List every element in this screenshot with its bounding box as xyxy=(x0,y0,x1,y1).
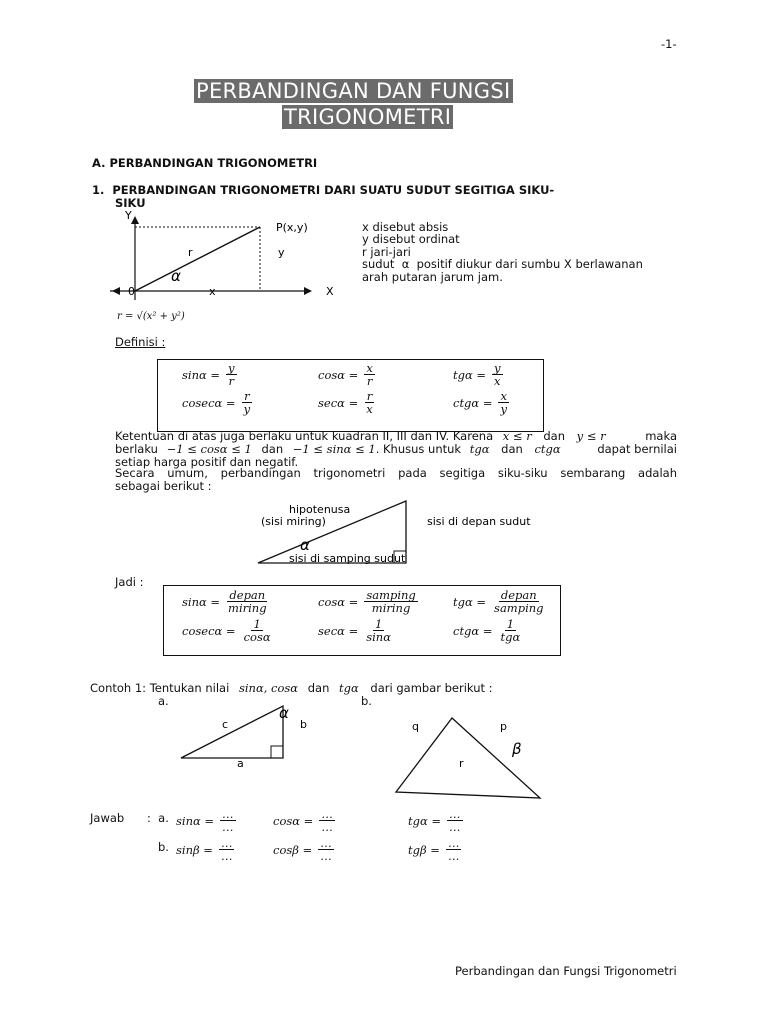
equation xyxy=(176,808,236,833)
numerator: … xyxy=(220,836,233,850)
numerator: samping xyxy=(366,588,416,602)
denominator: miring xyxy=(371,601,411,615)
equation xyxy=(453,589,546,614)
opposite-side-label: sisi di depan sudut xyxy=(427,515,531,528)
note-3: r jari-jari xyxy=(362,245,411,259)
answer-part-a: : a. xyxy=(147,811,169,825)
fraction xyxy=(364,390,375,415)
subsection-heading-line-2: SIKU xyxy=(115,196,146,210)
denominator: … xyxy=(320,849,332,863)
equation-lhs: tgα = xyxy=(408,813,442,828)
example-prompt xyxy=(90,682,493,695)
equation-lhs: cosecα = xyxy=(182,395,236,410)
equation-lhs: ctgα = xyxy=(453,395,493,410)
numerator: … xyxy=(449,807,461,821)
para-text: . Khusus untuk xyxy=(375,442,462,456)
r-label: r xyxy=(188,246,193,259)
fraction xyxy=(364,589,417,614)
equation xyxy=(318,362,375,387)
equation-lhs: secα = xyxy=(318,623,359,638)
fraction xyxy=(364,362,375,387)
numerator: … xyxy=(320,836,332,850)
fraction xyxy=(319,808,335,833)
numerator: 1 xyxy=(253,617,261,631)
radius-formula: r = √(x² + y²) xyxy=(117,311,185,322)
denominator: … xyxy=(447,849,460,863)
alpha-symbol: α xyxy=(279,704,289,722)
fraction xyxy=(492,362,503,387)
equation-lhs: cosα = xyxy=(318,367,359,382)
example-text: dari gambar berikut : xyxy=(370,681,493,695)
fraction xyxy=(364,618,393,643)
denominator: sinα xyxy=(366,630,391,644)
equation xyxy=(182,589,269,614)
numerator: r xyxy=(244,389,250,403)
numerator: 1 xyxy=(374,617,383,631)
math-x-le-r: x ≤ r xyxy=(502,429,532,443)
equation xyxy=(182,390,252,415)
hypotenuse-sub-label: (sisi miring) xyxy=(261,515,326,528)
hypotenuse-label: hipotenusa xyxy=(289,503,351,516)
fraction xyxy=(446,837,462,862)
fraction xyxy=(447,808,463,833)
fraction xyxy=(226,362,237,387)
side-q-label: q xyxy=(412,720,419,733)
fraction xyxy=(318,837,334,862)
numerator: … xyxy=(447,836,460,850)
fraction xyxy=(242,618,273,643)
math-tg: tgα xyxy=(339,681,359,695)
numerator: x xyxy=(366,361,373,375)
fraction xyxy=(242,390,253,415)
side-r-label: r xyxy=(459,757,464,770)
side-b-label: b xyxy=(300,718,307,731)
y-axis-label: Y xyxy=(125,209,132,222)
math-sin-range: −1 ≤ sinα ≤ 1 xyxy=(292,442,376,456)
denominator: … xyxy=(220,849,233,863)
note-5: arah putaran jarum jam. xyxy=(362,270,503,284)
jadi-label: Jadi : xyxy=(115,575,144,589)
answer-label: Jawab xyxy=(90,811,125,825)
answer-part-b: b. xyxy=(158,840,169,854)
equation-lhs: tgα = xyxy=(453,594,487,609)
adjacent-side-label: sisi di samping sudut xyxy=(289,552,406,565)
example-text: Contoh 1: Tentukan nilai xyxy=(90,681,230,695)
fraction xyxy=(498,390,509,415)
y-label: y xyxy=(278,246,285,259)
para-text: Ketentuan di atas juga berlaku untuk kuadran II, III dan IV. Karena xyxy=(115,429,494,443)
definisi-label: Definisi : xyxy=(115,335,166,349)
alpha-symbol: α xyxy=(300,536,310,554)
denominator: x xyxy=(366,402,373,416)
alpha-symbol: α xyxy=(171,267,181,285)
section-heading: A. PERBANDINGAN TRIGONOMETRI xyxy=(92,156,318,170)
equation xyxy=(453,390,509,415)
fraction xyxy=(219,837,235,862)
equation-lhs: sinβ = xyxy=(176,842,213,857)
numerator: … xyxy=(222,807,234,821)
equation-lhs: sinα = xyxy=(182,594,221,609)
fraction xyxy=(220,808,236,833)
equation-lhs: secα = xyxy=(318,395,359,410)
subsection-heading-line-1: 1. PERBANDINGAN TRIGONOMETRI DARI SUATU SUDUT SEGITIGA SIKU- xyxy=(92,183,555,197)
denominator: y xyxy=(500,402,507,416)
para-text: dan xyxy=(261,442,284,456)
fraction xyxy=(492,589,545,614)
equation-lhs: ctgα = xyxy=(453,623,493,638)
equation xyxy=(273,808,335,833)
denominator: … xyxy=(321,820,333,834)
equation xyxy=(453,362,503,387)
math-y-le-r: y ≤ r xyxy=(576,429,606,443)
denominator: samping xyxy=(494,601,544,615)
numerator: 1 xyxy=(506,617,515,631)
numerator: r xyxy=(366,389,373,403)
numerator: depan xyxy=(229,588,266,602)
equation-lhs: cosα = xyxy=(318,594,359,609)
denominator: tgα xyxy=(500,630,521,644)
note-4: sudut α positif diukur dari sumbu X berlawanan xyxy=(362,257,643,271)
equation-lhs: sinα = xyxy=(176,813,215,828)
coordinate-diagram xyxy=(100,205,350,305)
equation xyxy=(408,837,461,862)
denominator: … xyxy=(449,820,461,834)
title-line-2: TRIGONOMETRI xyxy=(284,105,452,129)
denominator: miring xyxy=(228,601,267,615)
denominator: r xyxy=(228,374,235,388)
denominator: x xyxy=(494,374,501,388)
equation-lhs: cosβ = xyxy=(273,842,313,857)
math-tg: tgα xyxy=(469,442,490,456)
page-number: -1- xyxy=(661,37,677,51)
triangle-b-diagram xyxy=(390,710,550,805)
side-a-label: a xyxy=(237,757,244,770)
fraction xyxy=(498,618,522,643)
equation-lhs: tgβ = xyxy=(408,842,440,857)
paragraph-line-4: Secara umum, perbandingan trigonometri pada segitiga siku-siku sembarang adalah xyxy=(115,466,677,480)
denominator: y xyxy=(243,402,251,416)
numerator: depan xyxy=(500,588,537,602)
equation-lhs: sinα = xyxy=(182,367,221,382)
paragraph-line-5: sebagai berikut : xyxy=(115,479,212,493)
equation xyxy=(182,362,237,387)
right-triangle-diagram xyxy=(250,495,550,570)
side-c-label: c xyxy=(222,718,229,731)
x-axis-label: X xyxy=(326,285,334,298)
math-cos-range: −1 ≤ cosα ≤ 1 xyxy=(166,442,252,456)
side-p-label: p xyxy=(500,720,507,733)
triangle-a-diagram xyxy=(175,700,315,770)
para-text: berlaku xyxy=(115,442,158,456)
example-text: dan xyxy=(307,681,330,695)
para-text: maka xyxy=(645,429,677,443)
numerator: y xyxy=(494,361,501,375)
equation xyxy=(318,390,375,415)
example-a-label: a. xyxy=(158,694,169,708)
equation-lhs: cosecα = xyxy=(182,623,236,638)
example-b-label: b. xyxy=(361,694,372,708)
note-1: x disebut absis xyxy=(362,220,449,234)
equation xyxy=(176,837,234,862)
equation xyxy=(318,589,418,614)
title-line-1: PERBANDINGAN DAN FUNGSI xyxy=(196,79,511,103)
denominator: cosα xyxy=(243,630,271,644)
equation xyxy=(182,618,273,643)
denominator: … xyxy=(222,820,234,834)
equation-lhs: tgα = xyxy=(453,367,487,382)
point-label: P(x,y) xyxy=(276,221,308,234)
fraction xyxy=(226,589,269,614)
para-text: dapat bernilai xyxy=(597,442,677,456)
para-text: dan xyxy=(501,442,523,456)
para-text: dan xyxy=(543,429,566,443)
equation-lhs: cosα = xyxy=(273,813,314,828)
numerator: x xyxy=(500,389,507,403)
denominator: r xyxy=(366,374,373,388)
math-sin-cos: sinα, cosα xyxy=(238,681,299,695)
equation xyxy=(408,808,463,833)
numerator: y xyxy=(228,361,235,375)
beta-symbol: β xyxy=(512,740,522,758)
equation xyxy=(273,837,334,862)
paragraph-line-3: setiap harga positif dan negatif. xyxy=(115,455,299,469)
equation xyxy=(453,618,522,643)
note-2: y disebut ordinat xyxy=(362,232,460,246)
x-label: x xyxy=(209,285,216,298)
origin-label: 0 xyxy=(128,285,135,298)
math-ctg: ctgα xyxy=(534,442,561,456)
page-footer: Perbandingan dan Fungsi Trigonometri xyxy=(455,964,677,978)
numerator: … xyxy=(321,807,333,821)
equation xyxy=(318,618,393,643)
